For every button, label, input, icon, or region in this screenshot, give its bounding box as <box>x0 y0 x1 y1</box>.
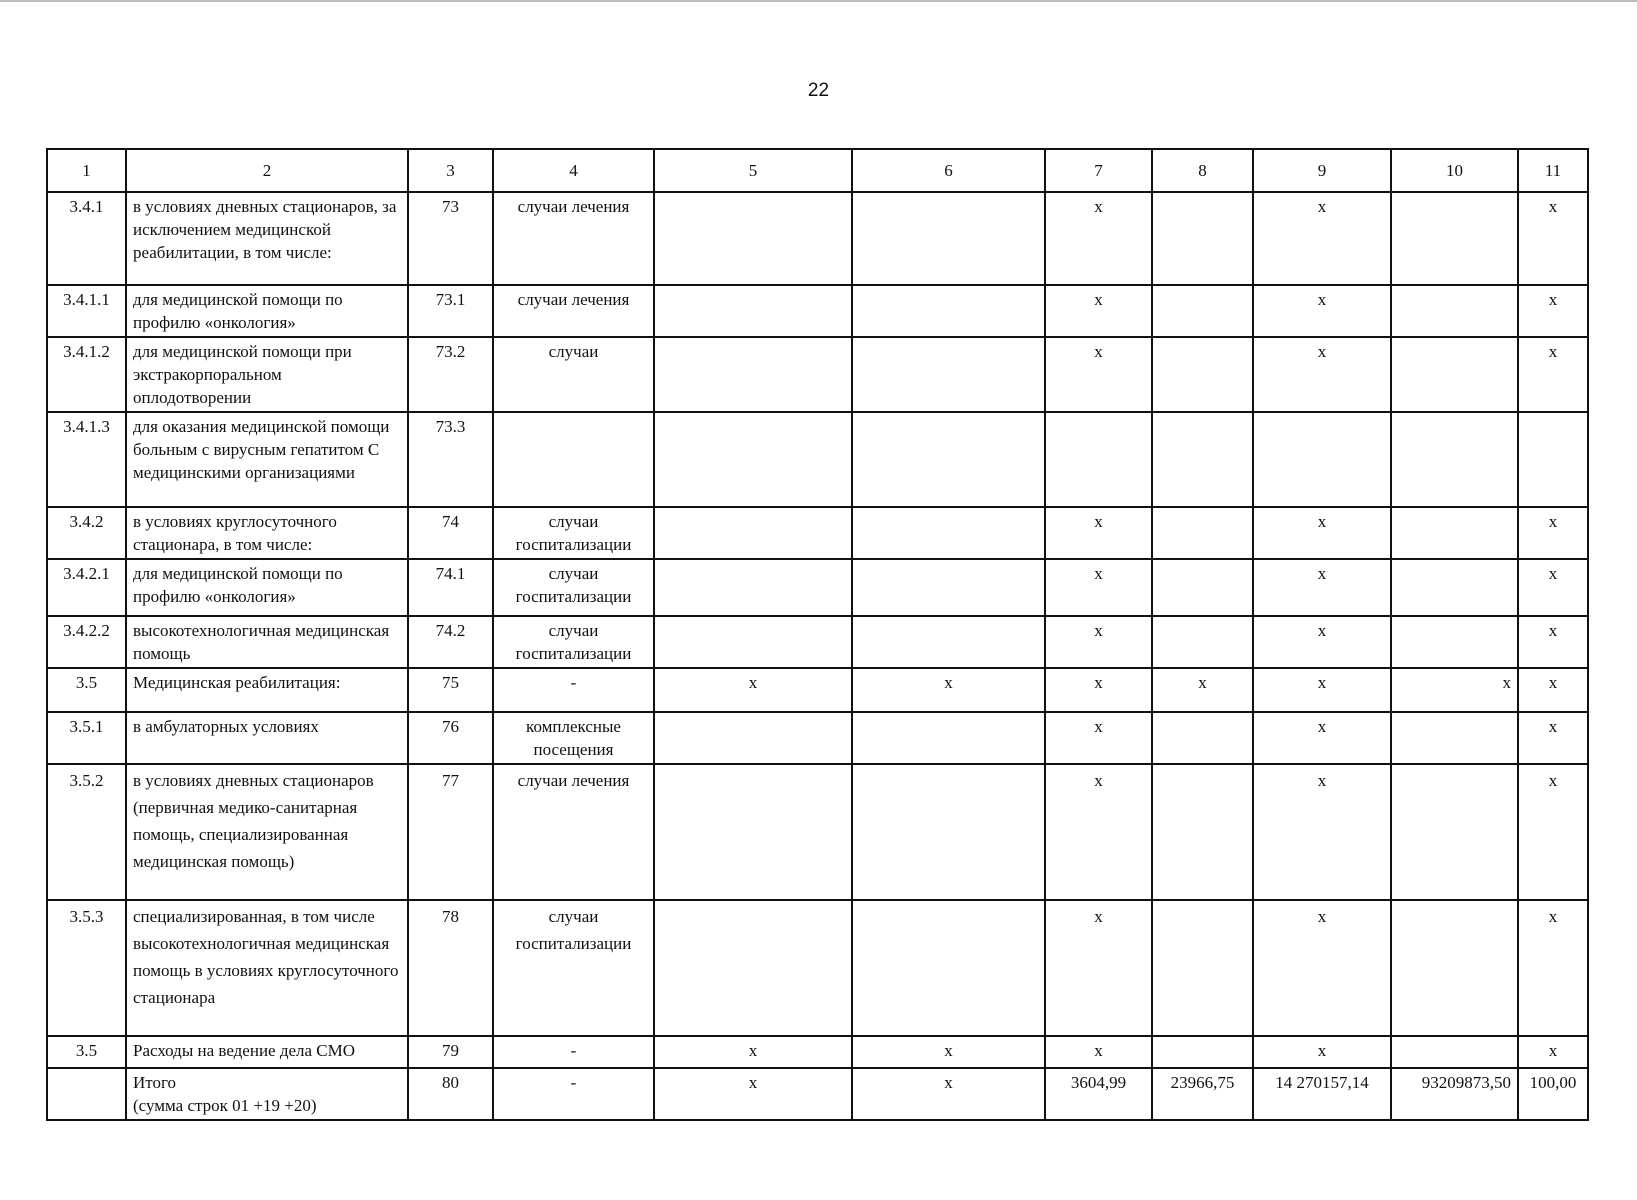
table-row <box>47 668 1588 712</box>
table-cell: случаи лечения <box>493 764 654 900</box>
table-cell: х <box>1045 668 1152 712</box>
table-row <box>47 192 1588 285</box>
table-cell: х <box>1253 337 1391 412</box>
table-cell <box>1391 616 1518 668</box>
table-cell: х <box>1253 507 1391 559</box>
table-cell: 73.3 <box>408 412 493 507</box>
table-cell: случаи <box>493 337 654 412</box>
table-cell: х <box>654 1068 852 1120</box>
table-cell: 3.4.2.2 <box>47 616 126 668</box>
table-cell <box>1152 412 1253 507</box>
table-cell: х <box>1045 507 1152 559</box>
table-cell: 3.5.1 <box>47 712 126 764</box>
table-cell: 3.5.2 <box>47 764 126 900</box>
table-cell <box>1391 1036 1518 1068</box>
table-cell: 76 <box>408 712 493 764</box>
column-header: 1 <box>47 149 126 192</box>
table-cell: х <box>1045 712 1152 764</box>
table-cell <box>654 285 852 337</box>
table-cell: 3.5 <box>47 1036 126 1068</box>
table-cell <box>654 337 852 412</box>
column-header: 11 <box>1518 149 1588 192</box>
table-row <box>47 559 1588 616</box>
table-cell <box>1391 507 1518 559</box>
table-cell <box>1152 337 1253 412</box>
table-cell: х <box>654 1036 852 1068</box>
table-cell: х <box>1518 559 1588 616</box>
table-cell: 3.4.2 <box>47 507 126 559</box>
table-cell <box>654 900 852 1036</box>
data-table <box>46 148 1589 1121</box>
table-cell <box>654 192 852 285</box>
table-cell: 74.1 <box>408 559 493 616</box>
table-cell: Итого (сумма строк 01 +19 +20) <box>126 1068 408 1120</box>
column-header: 3 <box>408 149 493 192</box>
table-cell <box>1045 412 1152 507</box>
table-cell: 100,00 <box>1518 1068 1588 1120</box>
table-cell <box>852 616 1045 668</box>
column-header: 10 <box>1391 149 1518 192</box>
table-cell <box>654 616 852 668</box>
table-cell: 3.4.1.3 <box>47 412 126 507</box>
table-cell: 3.5.3 <box>47 900 126 1036</box>
table-cell: в условиях дневных стационаров (первичная медико-санитарная помощь, специализированная медицинская помощь) <box>126 764 408 900</box>
table-cell <box>852 285 1045 337</box>
table-cell <box>1391 900 1518 1036</box>
table-cell: 3.5 <box>47 668 126 712</box>
column-header: 9 <box>1253 149 1391 192</box>
table-cell <box>1152 192 1253 285</box>
table-cell: х <box>1253 559 1391 616</box>
table-cell <box>654 412 852 507</box>
column-header: 6 <box>852 149 1045 192</box>
table-cell: 73.2 <box>408 337 493 412</box>
table-cell: х <box>1045 337 1152 412</box>
header-row <box>47 149 1588 192</box>
table-cell: х <box>1253 1036 1391 1068</box>
table-cell <box>1152 559 1253 616</box>
table-cell <box>1152 616 1253 668</box>
column-header: 7 <box>1045 149 1152 192</box>
table-cell: 14 270157,14 <box>1253 1068 1391 1120</box>
table-cell: х <box>1253 285 1391 337</box>
table-cell <box>1391 712 1518 764</box>
table-cell: х <box>1518 507 1588 559</box>
table-cell: для оказания медицинской помощи больным с вирусным гепатитом С медицинскими организациями <box>126 412 408 507</box>
table-cell <box>852 192 1045 285</box>
table-cell: случаи госпитализации <box>493 900 654 1036</box>
table-row <box>47 1036 1588 1068</box>
table-cell: Медицинская реабилитация: <box>126 668 408 712</box>
table-cell: 74 <box>408 507 493 559</box>
table-cell <box>493 412 654 507</box>
column-header: 5 <box>654 149 852 192</box>
table-cell: 79 <box>408 1036 493 1068</box>
table-cell: х <box>1045 192 1152 285</box>
table-row <box>47 900 1588 1036</box>
table-cell <box>852 900 1045 1036</box>
table-cell: х <box>1253 192 1391 285</box>
table-cell: 23966,75 <box>1152 1068 1253 1120</box>
table-cell: х <box>1253 764 1391 900</box>
table-cell: х <box>1152 668 1253 712</box>
table-cell: 3604,99 <box>1045 1068 1152 1120</box>
table-cell: х <box>1045 559 1152 616</box>
table-cell: х <box>654 668 852 712</box>
table-cell <box>852 412 1045 507</box>
table-cell: для медицинской помощи по профилю «онкология» <box>126 559 408 616</box>
table-cell: х <box>1518 900 1588 1036</box>
table-cell: 80 <box>408 1068 493 1120</box>
table-cell: 73 <box>408 192 493 285</box>
table-cell <box>1391 285 1518 337</box>
table-cell: х <box>1391 668 1518 712</box>
table-cell: для медицинской помощи при экстракорпоральном оплодотворении <box>126 337 408 412</box>
table-cell <box>1152 764 1253 900</box>
table-cell: случаи лечения <box>493 285 654 337</box>
table-cell <box>1518 412 1588 507</box>
table-cell <box>654 764 852 900</box>
table-cell: х <box>1518 192 1588 285</box>
table-cell: х <box>1045 900 1152 1036</box>
table-cell: высокотехнологичная медицинская помощь <box>126 616 408 668</box>
table-cell: 3.4.1 <box>47 192 126 285</box>
table-cell <box>1391 337 1518 412</box>
table-row <box>47 337 1588 412</box>
table-cell: 93209873,50 <box>1391 1068 1518 1120</box>
table-row <box>47 1068 1588 1120</box>
table-cell <box>1152 285 1253 337</box>
table-cell: х <box>1253 712 1391 764</box>
table-cell <box>1152 507 1253 559</box>
table-cell: 3.4.1.2 <box>47 337 126 412</box>
table-cell: случаи госпитализации <box>493 559 654 616</box>
table-cell <box>1152 1036 1253 1068</box>
table-cell: Расходы на ведение дела СМО <box>126 1036 408 1068</box>
table-cell: 73.1 <box>408 285 493 337</box>
table-cell: х <box>1045 1036 1152 1068</box>
table-cell: х <box>1518 337 1588 412</box>
table-cell: 78 <box>408 900 493 1036</box>
table-cell <box>654 559 852 616</box>
table-cell: х <box>852 668 1045 712</box>
table-cell <box>852 712 1045 764</box>
column-header: 2 <box>126 149 408 192</box>
table-cell: х <box>1045 616 1152 668</box>
table-row <box>47 764 1588 900</box>
table-cell: 77 <box>408 764 493 900</box>
table-cell: х <box>852 1068 1045 1120</box>
table-cell: в амбулаторных условиях <box>126 712 408 764</box>
table-row <box>47 712 1588 764</box>
table-cell <box>654 712 852 764</box>
table-cell: - <box>493 668 654 712</box>
table-cell: 3.4.1.1 <box>47 285 126 337</box>
table-cell: х <box>1518 1036 1588 1068</box>
table-cell: х <box>1253 616 1391 668</box>
column-header: 4 <box>493 149 654 192</box>
table-cell: - <box>493 1068 654 1120</box>
table-cell: х <box>1045 285 1152 337</box>
table-row <box>47 616 1588 668</box>
table-cell: случаи госпитализации <box>493 616 654 668</box>
table-cell <box>1253 412 1391 507</box>
table-cell <box>852 507 1045 559</box>
column-header: 8 <box>1152 149 1253 192</box>
table-cell <box>1152 712 1253 764</box>
table-cell: х <box>1518 668 1588 712</box>
table-cell <box>654 507 852 559</box>
table-cell: х <box>1253 668 1391 712</box>
table-cell: 75 <box>408 668 493 712</box>
table-cell: х <box>1518 712 1588 764</box>
table-cell: случаи госпитализации <box>493 507 654 559</box>
table-cell: 74.2 <box>408 616 493 668</box>
table-cell <box>1391 764 1518 900</box>
table-cell: в условиях круглосуточного стационара, в том числе: <box>126 507 408 559</box>
table-cell: х <box>1253 900 1391 1036</box>
table-cell <box>1391 559 1518 616</box>
table-cell: х <box>1518 616 1588 668</box>
top-rule <box>0 0 1637 2</box>
table-cell: специализированная, в том числе высокотехнологичная медицинская помощь в условиях круглосуточного стационара <box>126 900 408 1036</box>
table-row <box>47 507 1588 559</box>
table-row <box>47 285 1588 337</box>
table-row <box>47 412 1588 507</box>
table-cell <box>852 337 1045 412</box>
table-cell <box>852 764 1045 900</box>
table-cell: х <box>1518 285 1588 337</box>
table-cell: 3.4.2.1 <box>47 559 126 616</box>
table-cell: х <box>852 1036 1045 1068</box>
page-number: 22 <box>807 80 830 101</box>
table-cell <box>47 1068 126 1120</box>
table-cell: комплексные посещения <box>493 712 654 764</box>
table-cell: случаи лечения <box>493 192 654 285</box>
table-cell: в условиях дневных стационаров, за исключением медицинской реабилитации, в том числе: <box>126 192 408 285</box>
table-cell <box>1391 412 1518 507</box>
table-cell <box>1391 192 1518 285</box>
table-cell: х <box>1518 764 1588 900</box>
table-cell: для медицинской помощи по профилю «онкология» <box>126 285 408 337</box>
table-cell: - <box>493 1036 654 1068</box>
table-cell: х <box>1045 764 1152 900</box>
table-cell <box>1152 900 1253 1036</box>
table-cell <box>852 559 1045 616</box>
